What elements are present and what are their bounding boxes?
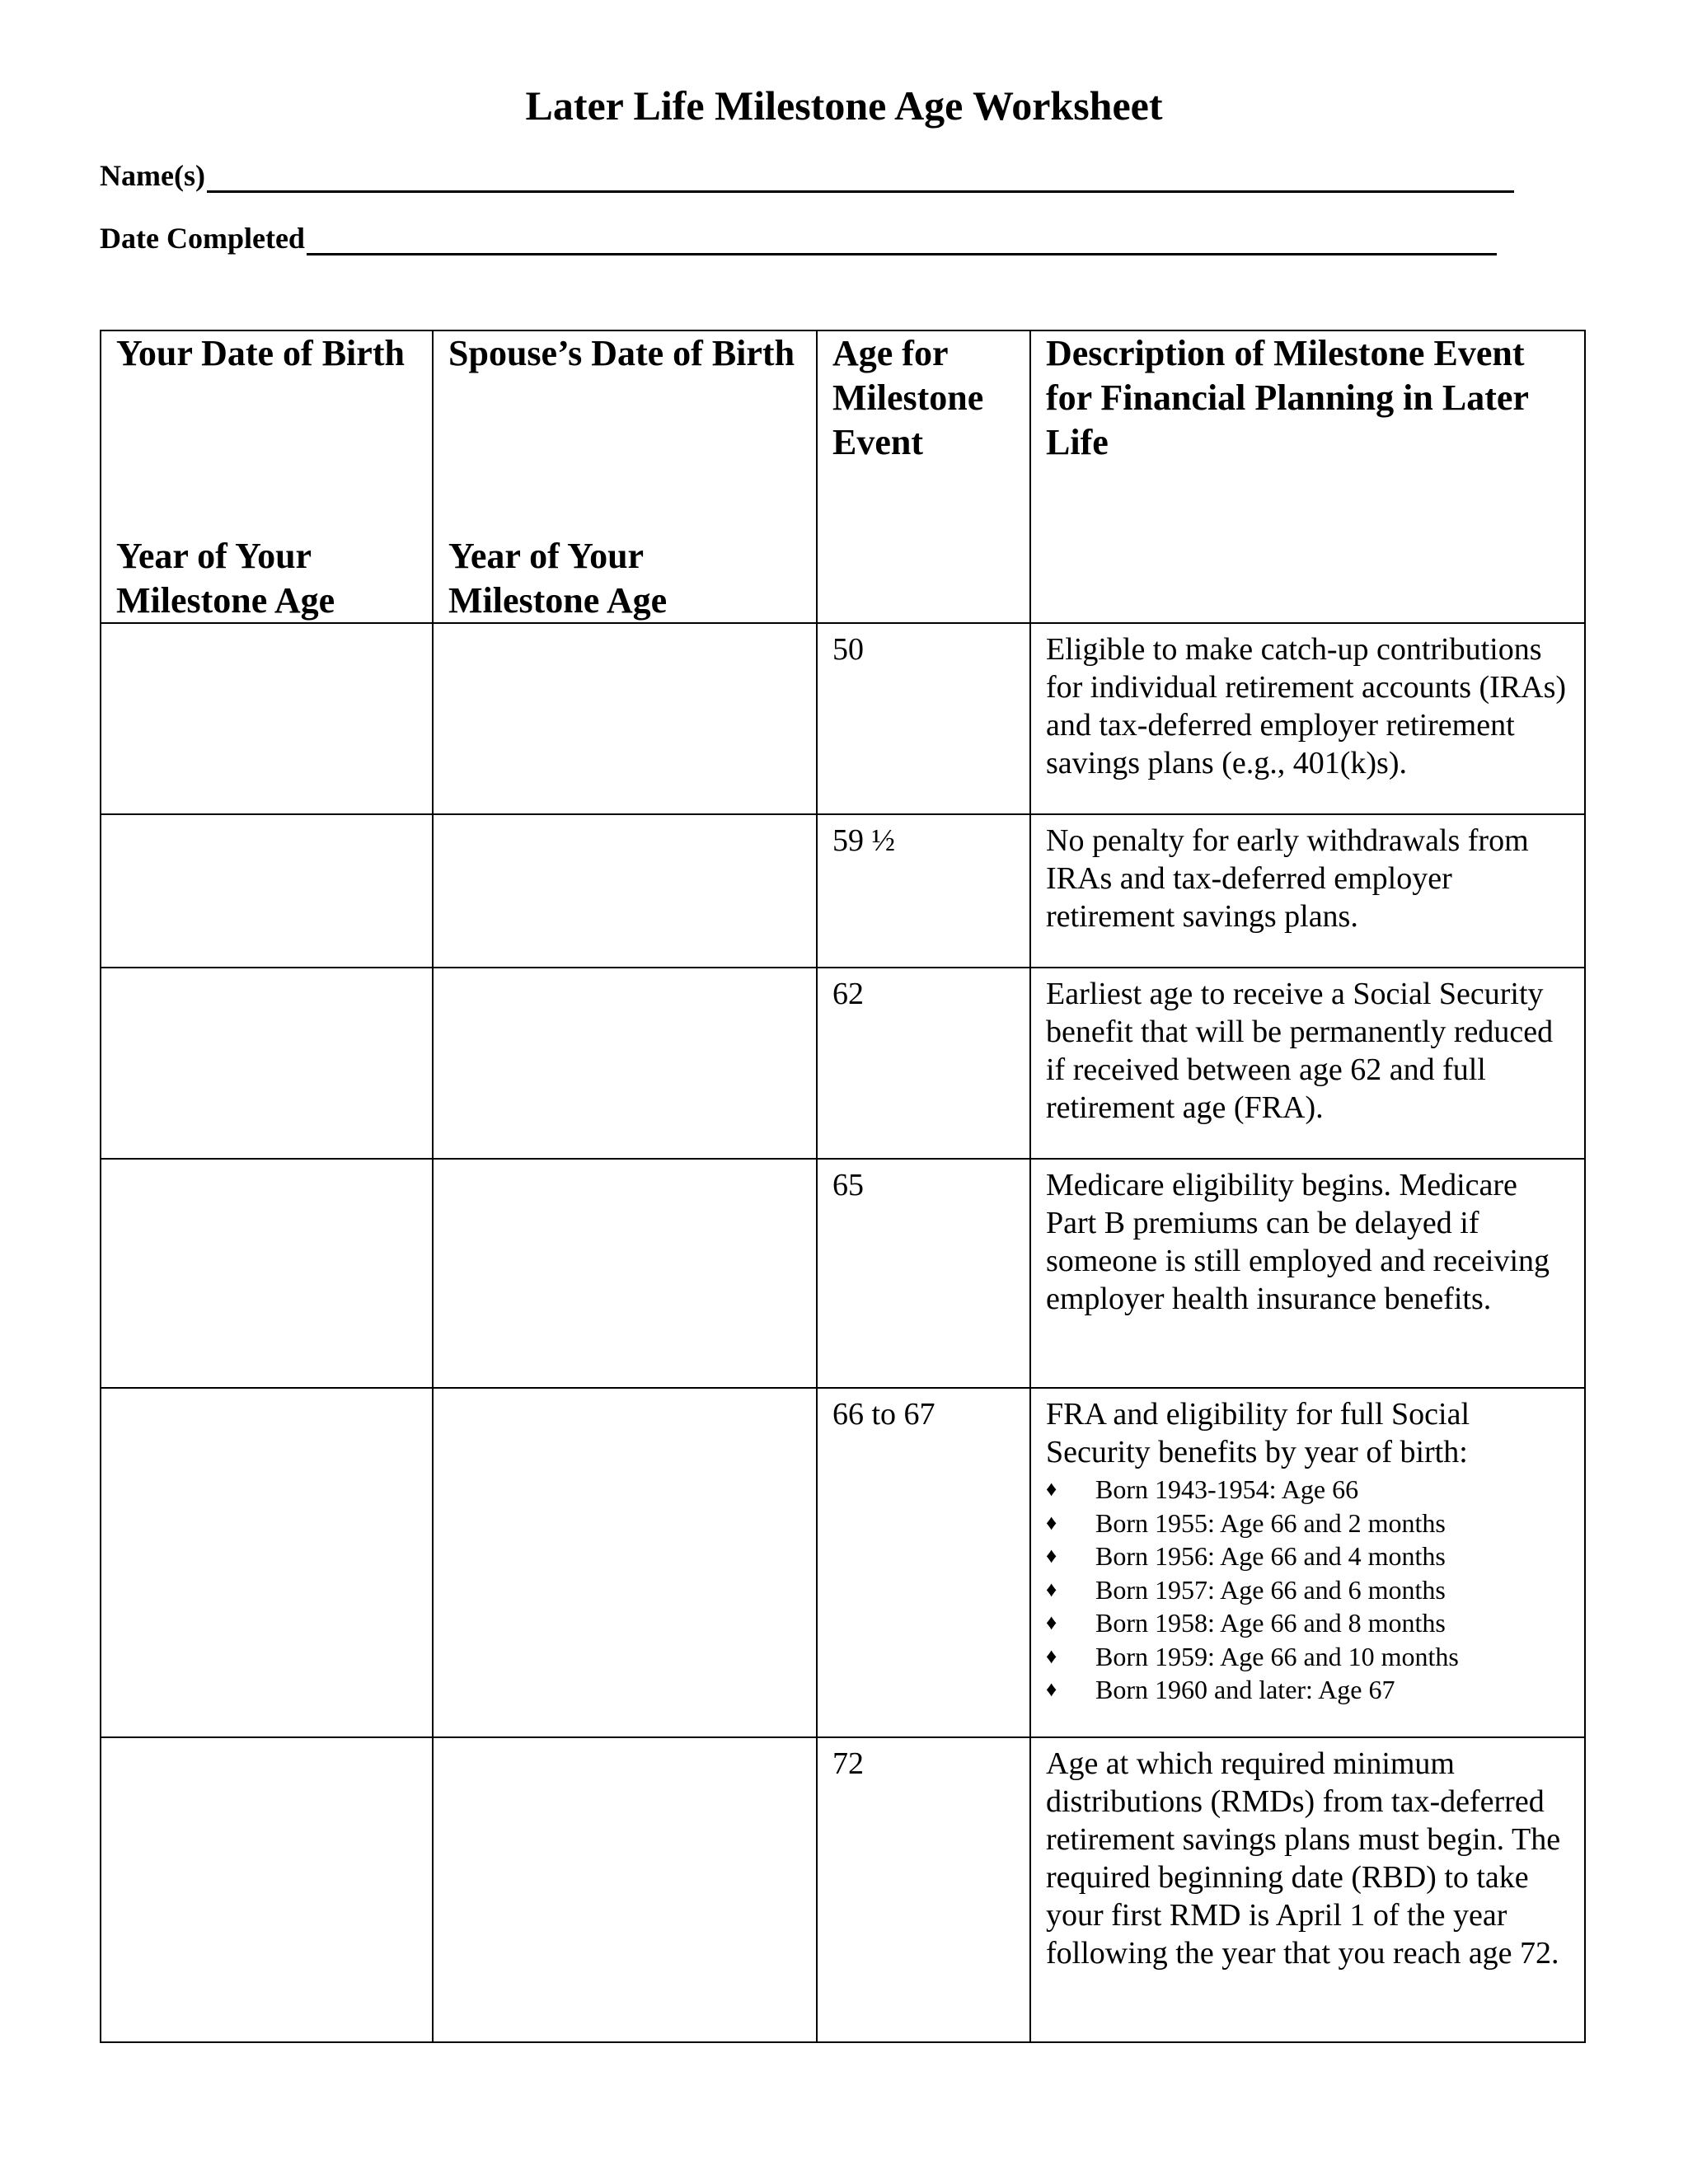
spouse-year-cell[interactable] <box>433 1159 817 1388</box>
your-year-cell[interactable] <box>101 623 433 814</box>
table-row <box>101 968 1585 1159</box>
age-cell <box>817 968 1030 1159</box>
description-cell <box>1030 1159 1585 1388</box>
description-cell <box>1030 814 1585 968</box>
list-item: ♦ Born 1955: Age 66 and 2 months <box>1046 1507 1569 1540</box>
diamond-bullet-icon: ♦ <box>1046 1477 1057 1501</box>
spouse-year-cell[interactable] <box>433 968 817 1159</box>
milestone-table <box>100 330 1586 2043</box>
date-completed-label: Date Completed <box>100 222 305 255</box>
names-field <box>100 157 1514 193</box>
spouse-year-cell[interactable] <box>433 1388 817 1737</box>
header-age-label: Age for Milestone Event <box>832 333 984 462</box>
diamond-bullet-icon: ♦ <box>1046 1610 1057 1634</box>
spouse-year-cell[interactable] <box>433 1737 817 2042</box>
list-item: ♦ Born 1960 and later: Age 67 <box>1046 1673 1569 1707</box>
table-row <box>101 1159 1585 1388</box>
diamond-bullet-icon: ♦ <box>1046 1677 1057 1701</box>
fra-birth-year-list <box>1046 1473 1569 1707</box>
date-completed-blank-line[interactable] <box>307 225 1497 255</box>
header-description-label: Description of Milestone Event for Financial Planning in Later Life <box>1046 333 1529 462</box>
age-cell <box>817 1159 1030 1388</box>
description-cell <box>1030 623 1585 814</box>
names-blank-line[interactable] <box>207 162 1514 193</box>
age-value: 66 to 67 <box>832 1397 935 1432</box>
list-item: ♦ Born 1958: Age 66 and 8 months <box>1046 1606 1569 1640</box>
your-year-cell[interactable] <box>101 1388 433 1737</box>
description-text: Age at which required minimum distributions (RMDs) from tax-deferred retirement savings plans must begin. The required beginning date (RBD) to take your first RMD is April 1 of the year following the year that you reach age 72. <box>1046 1746 1561 1971</box>
header-your-dob-label: Your Date of Birth <box>116 333 405 373</box>
header-your-dob <box>101 330 433 623</box>
date-completed-field <box>100 219 1497 255</box>
table-row <box>101 1388 1585 1737</box>
description-text: Earliest age to receive a Social Security benefit that will be permanently reduced if received between age 62 and full retirement age (FRA). <box>1046 977 1554 1125</box>
age-value: 59 ½ <box>832 823 895 858</box>
description-text: Medicare eligibility begins. Medicare Part B premiums can be delayed if someone is still employed and receiving employer health insurance benefits. <box>1046 1168 1550 1316</box>
description-cell <box>1030 968 1585 1159</box>
header-description <box>1030 330 1585 623</box>
age-value: 62 <box>832 977 864 1011</box>
header-spouse-milestone-year-label: Year of Your Milestone Age <box>448 536 668 621</box>
names-label: Name(s) <box>100 159 205 192</box>
description-cell <box>1030 1737 1585 2042</box>
header-age <box>817 330 1030 623</box>
your-year-cell[interactable] <box>101 1737 433 2042</box>
header-your-milestone-year-label: Year of Your Milestone Age <box>116 536 335 621</box>
page-title: Later Life Milestone Age Worksheet <box>525 82 1163 129</box>
age-value: 65 <box>832 1168 864 1202</box>
list-item: ♦ Born 1957: Age 66 and 6 months <box>1046 1573 1569 1607</box>
description-text: No penalty for early withdrawals from IRAs and tax-deferred employer retirement savings plans. <box>1046 823 1529 934</box>
age-cell <box>817 814 1030 968</box>
description-text: FRA and eligibility for full Social Security benefits by year of birth: <box>1046 1397 1470 1469</box>
age-cell <box>817 623 1030 814</box>
list-item: ♦ Born 1943-1954: Age 66 <box>1046 1473 1569 1507</box>
diamond-bullet-icon: ♦ <box>1046 1544 1057 1568</box>
age-value: 72 <box>832 1746 864 1781</box>
list-item: ♦ Born 1956: Age 66 and 4 months <box>1046 1540 1569 1573</box>
list-item: ♦ Born 1959: Age 66 and 10 months <box>1046 1640 1569 1674</box>
age-value: 50 <box>832 632 864 667</box>
header-spouse-dob <box>433 330 817 623</box>
table-row <box>101 623 1585 814</box>
diamond-bullet-icon: ♦ <box>1046 1577 1057 1601</box>
age-cell <box>817 1737 1030 2042</box>
your-year-cell[interactable] <box>101 968 433 1159</box>
age-cell <box>817 1388 1030 1737</box>
diamond-bullet-icon: ♦ <box>1046 1643 1057 1668</box>
table-row <box>101 814 1585 968</box>
table-row <box>101 1737 1585 2042</box>
spouse-year-cell[interactable] <box>433 623 817 814</box>
header-spouse-dob-label: Spouse’s Date of Birth <box>448 333 795 373</box>
your-year-cell[interactable] <box>101 1159 433 1388</box>
spouse-year-cell[interactable] <box>433 814 817 968</box>
description-cell <box>1030 1388 1585 1737</box>
table-header-row <box>101 330 1585 623</box>
description-text: Eligible to make catch-up contributions for individual retirement accounts (IRAs) and tax-deferred employer retirement savings plans (e.g., 401(k)s). <box>1046 632 1567 780</box>
diamond-bullet-icon: ♦ <box>1046 1510 1057 1535</box>
your-year-cell[interactable] <box>101 814 433 968</box>
